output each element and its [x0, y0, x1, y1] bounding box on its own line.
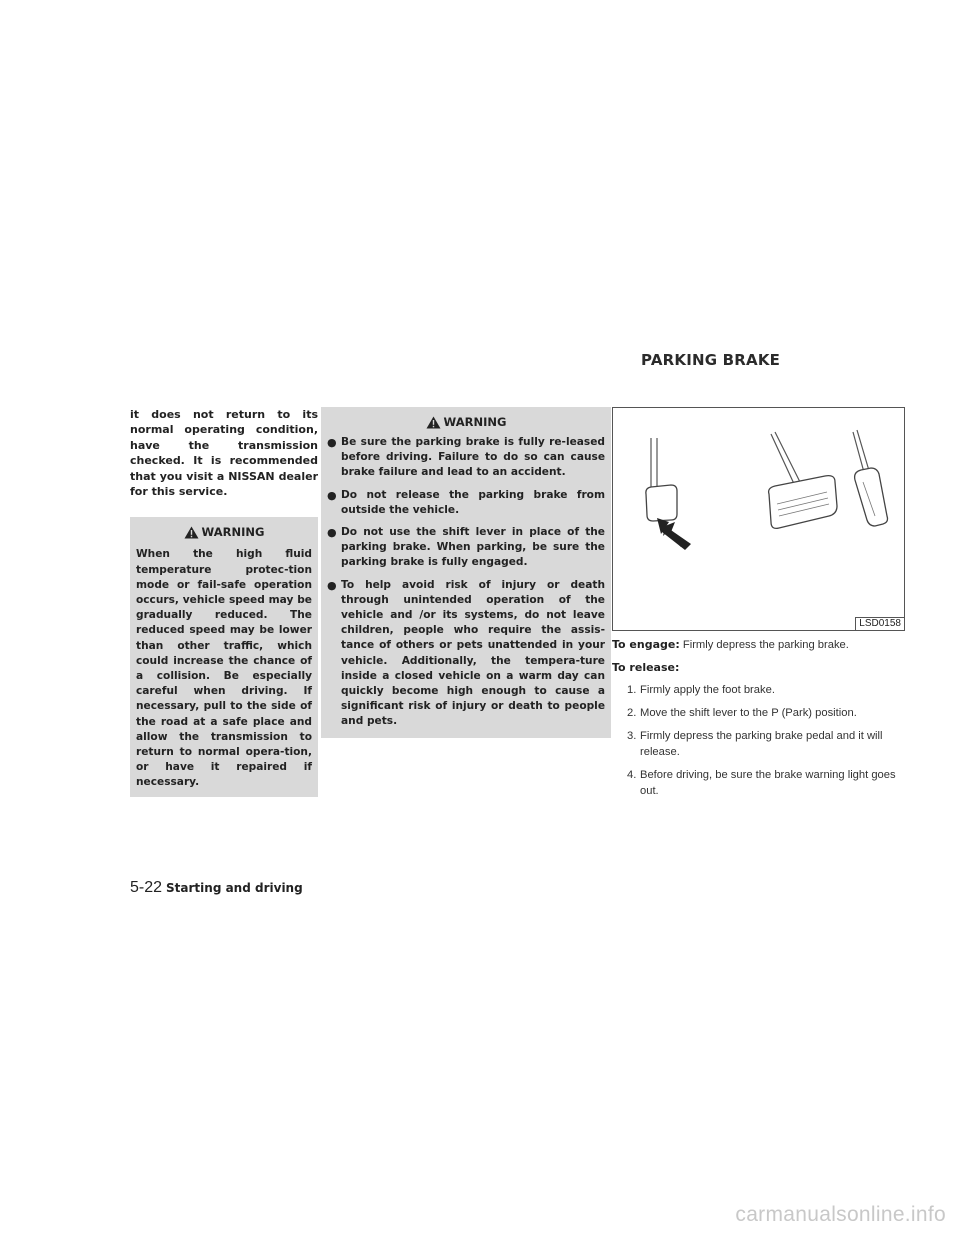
release-step: 4. Before driving, be sure the brake warning light goes out.	[627, 769, 896, 797]
page-footer	[130, 879, 303, 897]
warning-bullet-item: ● To help avoid risk of injury or death through unintended operation of the vehicle and /or its systems, do not leave children, people who require the assis-tance of others or pets unattended in your vehicle. Additionally, the tempera-ture inside a closed vehicle on a warm day can quickly become high enough to cause a significant risk of injury or death to people and pets.	[327, 578, 605, 728]
warning-heading	[136, 517, 312, 541]
warning-bullet-list	[327, 435, 605, 730]
engage-paragraph	[612, 637, 905, 653]
engage-label: To engage:	[612, 638, 680, 651]
column-2	[321, 407, 611, 738]
column-1	[130, 407, 318, 797]
watermark: carmanualsonline.info	[735, 1203, 946, 1226]
release-paragraph	[612, 660, 905, 676]
figure-code: LSD0158	[855, 617, 905, 631]
page-number: 5-22	[130, 879, 163, 896]
warning-heading-label: WARNING	[443, 415, 507, 429]
column-3	[612, 407, 905, 806]
warning-triangle-icon	[184, 526, 199, 539]
warning-heading-label: WARNING	[201, 525, 265, 540]
release-label: To release:	[612, 661, 680, 674]
chapter-title: Starting and driving	[166, 881, 303, 895]
release-step: 3. Firmly depress the parking brake pedal and it will release.	[627, 730, 883, 758]
warning-text: When the high fluid temperature protec-tion mode or fail-safe operation occurs, vehicle speed may be gradually reduced. The reduced speed may be lower than other traffic, which could increase the chance of a collision. Be especially careful when driving. If necessary, pull to the side of the road at a safe place and allow the transmission to return to normal opera-tion, or have it repaired if necessary.	[136, 548, 312, 789]
warning-bullet-item: ● Do not release the parking brake from outside the vehicle.	[327, 488, 605, 516]
warning-triangle-icon	[426, 416, 441, 429]
warning-box-parking-brake	[321, 407, 611, 738]
bullet-icon: ●	[327, 578, 337, 592]
bullet-icon: ●	[327, 488, 337, 502]
pedal-drawing	[613, 408, 904, 630]
bullet-icon: ●	[327, 526, 337, 540]
warning-bullet-item: ● Be sure the parking brake is fully re-leased before driving. Failure to do so can cause brake failure and lead to an accident.	[327, 436, 605, 479]
bullet-icon: ●	[327, 436, 337, 449]
intro-paragraph: it does not return to its normal operating condition, have the transmission checked. It is recommended that you visit a NISSAN dealer for this service.	[130, 408, 318, 499]
section-title: PARKING BRAKE	[641, 351, 781, 369]
warning-box	[130, 517, 318, 796]
warning-heading	[327, 407, 605, 431]
warning-bullet-item: ● Do not use the shift lever in place of the parking brake. When parking, be sure the parking brake is fully engaged.	[327, 526, 605, 569]
release-step: 1. Firmly apply the foot brake.	[627, 684, 775, 696]
engage-text: Firmly depress the parking brake.	[679, 639, 849, 651]
release-steps	[612, 682, 905, 799]
release-step: 2. Move the shift lever to the P (Park) position.	[627, 707, 857, 719]
parking-brake-illustration	[612, 407, 905, 631]
